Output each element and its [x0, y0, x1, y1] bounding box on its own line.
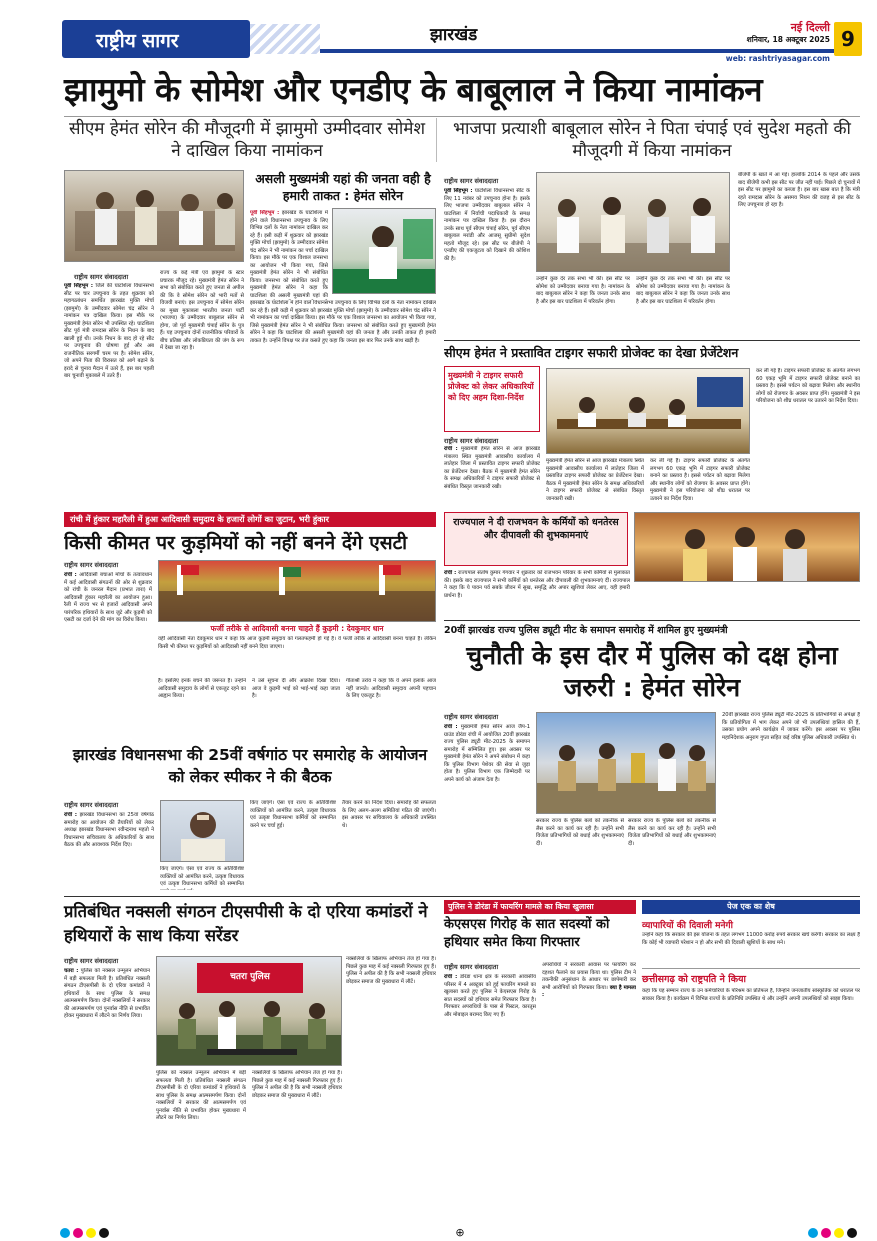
naxal-headline: प्रतिबंधित नक्सली संगठन टीएसपीसी के दो एरिया कमांडरों ने हथियारों के साथ किया सरेंडर	[64, 902, 428, 945]
police-headline: चुनौती के इस दौर में पुलिस को दक्ष होना जरुरी : हेमंत सोरेन	[466, 641, 838, 702]
article-body	[444, 974, 536, 1222]
pagebox-item-heading: छत्तीसगढ़ को राष्ट्रपति ने किया	[642, 974, 746, 985]
dateline: रांची :	[64, 572, 77, 578]
article-body	[64, 283, 154, 508]
article-text: जिले की घाटशिला विधानसभा सीट पर चार उपचुनाव के तहत शुक्रवार को महागठबंधन समर्थित झारखंड मुक्ति मोर्चा (झामुमो) के उम्मीदवार सोमेश चंद्र सोरेन ने नामांकन पत्र दाखिल किया। इस मौके पर मुख्यमंत्री हेमंत सोरेन भी उपस्थित रहे। घाटशिला सीट पूर्व मंत्री रामदास सोरेन के निधन के बाद खाली हुई थी। उनके निधन के बाद हो रहे सीट पर उपचुनाव की घोषणा हुई और अब राजनीतिक सरगर्मी चरम पर है। सोमेश सोरेन, जो अपने पिता की विरासत को आगे बढ़ाने के इरादे से चुनाव मैदान में उतरे हैं, इस बार पहली बार चुनावी मुकाबले में उतरे हैं।	[64, 283, 154, 379]
article-body: कहा कि यह सम्मान राज्य के उन कर्मचारियों के परिश्रम का प्रतिफल है, जिन्होंने जनजातीय सांस्कृतिक को धरातल पर साकार किया है। कार्यक्रम में विभिन्न राज्यों के प्रतिनिधि उपस्थित थे और उन्होंने अपनी उपलब्धियों को साझा किया।	[642, 988, 860, 1002]
police-meet-photo	[536, 712, 716, 814]
article-text: मुख्यमंत्री हेमंत सोरेन आज जैप-1 ग्राउंड डोरंडा रांची में आयोजित 20वीं झारखंड राज्य पुलिस ड्यूटी मीट-2025 के समापन समारोह में सम्मिलित हुए। इस अवसर पर मुख्यमंत्री हेमंत सोरेन ने अपने संबोधन में कहा कि पुलिस विभाग पेशेवर की सेवा से जुड़ा होता है। पुलिस विभाग एक जिम्मेदारी पर अपने कार्य को अंजाम देता है।	[444, 724, 530, 783]
article-text: अपराधियों ने सरकारी आवास पर फायरिंग कर दहशत फैलाने का प्रयास किया था। पुलिस टीम ने तकनीकी अनुसंधान के आधार पर छापेमारी कर सभी आरोपियों को गिरफ्तार किया।	[542, 962, 636, 991]
article-text: आदिवासी बचाओ मोर्चा के तत्वावधान में कई आदिवासी संगठनों की ओर से शुक्रवार को रांची के जनरल मैदान (प्रभात तारा) में आदिवासी हुंकार महारैली का आयोजन हुआ। रैली में राज्य भर से हजारों आदिवासी अपने पारंपरिक हथियारों के साथ जुटे और कुड़मी को एसटी का दर्जा देने की मांग का विरोध किया।	[64, 572, 152, 623]
pagebox-item-heading: व्यापारियों की दिवाली मनेगी	[642, 921, 733, 931]
article-text: मुख्यमंत्री हेमंत सोरेन से आज झारखंड मंत्रालय स्थित मुख्यमंत्री आवासीय कार्यालय में लातेहार जिला में प्रस्तावित टाइगर सफारी प्रोजेक्ट का प्रेजेंटेशन देखा। बैठक में मुख्यमंत्री हेमंत सोरेन के समक्ष अधिकारियों ने टाइगर सफारी प्रोजेक्ट से संबंधित विस्तृत जानकारी रखी।	[444, 446, 540, 490]
article-body: है। इसलिए इनके बचने की जरूरत है। उन्होंने आदिवासी समुदाय के लोगों से एकजुट रहने का आह्वान किया।	[158, 678, 246, 699]
crime-label: क्या है मामला :	[542, 984, 636, 998]
byline: राष्ट्रीय सागर संवाददाता	[444, 177, 499, 185]
assembly-headline: झारखंड विधानसभा की 25वीं वर्षगांठ पर समारोह के आयोजन को लेकर स्पीकर ने की बैठक	[64, 744, 436, 788]
page-one-box-title: पेज एक का शेष	[727, 902, 775, 911]
article-body: बीजेपी के खाते में आ गई। हालांकि 2014 के पहले और उसके बाद बीजेपी कभी इस सीट पर जीत नहीं पाई। पिछले दो चुनावों में इस सीट पर झामुमो का कब्जा है। इस बार खास बात है कि मंत्री रहते रामदास सोरेन के असमय निधन की वजह से इस सीट के लिए उपचुनाव हो रहा है।	[738, 172, 860, 208]
police-kicker: 20वीं झारखंड राज्य पुलिस ड्यूटी मीट के समापन समारोह में शामिल हुए मुख्यमंत्री	[444, 625, 728, 636]
article-body: 20वीं झारखंड राज्य पुलिस ड्यूटी मीट-2025 के प्रतिभागियों से अपेक्षा है कि प्रतियोगिता में भाग लेकर अपने जो भी उपलब्धियां हासिल की हैं, उसका प्रयोग अपने कार्यक्षेत्र में जाकर करेंगे। इस अवसर पर पुलिस महानिदेशक अनुराग गुप्ता सहित कई वरिष्ठ पुलिस अधिकारी उपस्थित थे।	[722, 712, 860, 741]
inset-headline: असली मुख्यमंत्री यहां की जनता वही है हमारी ताकत : हेमंत सोरेन	[255, 171, 431, 203]
photo-caption: फर्जी तरीके से आदिवासी बनना चाहते हैं कुड़मी : देवकुमार धान	[210, 624, 384, 633]
article-body: ने उसे सूचना दी और आक्रोश दिखा दिया। आज वे कुड़मी भाई को भाई-भाई कहा जाता है।	[252, 678, 340, 699]
surrender-photo	[156, 956, 342, 1066]
governor-photo	[634, 512, 860, 582]
article-body: झारखंड के घाटशिला में होने वाले विधानसभा उपचुनाव के लिए विभिन्न दलों के नेता नामांकन दाखिल कर रहे हैं। इसी कड़ी में शुक्रवार को झारखंड मुक्ति मोर्चा (झामुमो) के उम्मीदवार सोमेश चंद्र सोरेन ने भी नामांकन का पर्चा दाखिल किया। इस मौके पर एक विशाल जनसभा का आयोजन भी किया गया, जिसे मुख्यमंत्री हेमंत सोरेन ने भी संबोधित किया। जनसभा को संबोधित करते हुए मुख्यमंत्री हेमंत सोरेन ने कहा कि घाटशिला की असली मुख्यमंत्री यहां की जनता है और उनकी ताकत ही हमारी ताकत है। उन्होंने विपक्ष पर तंज कसते हुए कहा कि जनता इस बार फिर उनके साथ खड़ी है।	[250, 300, 436, 344]
governor-headline: राज्यपाल ने दी राजभवन के कर्मियों को धनतेरस और दीपावली की शुभकामनाएं	[453, 517, 619, 541]
byline: राष्ट्रीय सागर संवाददाता	[64, 957, 119, 965]
dateline: चतरा :	[64, 968, 79, 974]
governor-headline-box	[444, 512, 628, 566]
article-body: कर ली गई है। टाइगर सफारी प्रोजेक्ट के अंतर्गत लगभग 60 एकड़ भूमि में टाइगर सफारी प्रोजेक्ट बनाने का प्रस्ताव है। इससे पर्यटन को बढ़ावा मिलेगा और स्थानीय लोगों को रोजगार के अवसर प्राप्त होंगे। मुख्यमंत्री ने इस परियोजना को शीघ्र धरातल पर उतारने का निर्देश दिया।	[650, 458, 750, 502]
divider	[642, 968, 860, 969]
page-number: 9	[834, 22, 862, 56]
date-label: शनिवार, 18 अक्टूबर 2025	[746, 35, 830, 44]
article-text: घाटशिला विधानसभा सीट के लिए 11 नवंबर को उपचुनाव होना है। इसके लिए भाजपा उम्मीदवार बाबूलाल सोरेन ने घाटशिला में निर्वाची पदाधिकारी के समक्ष नामांकन पत्र दाखिल किया है। इस दौरान उनके साथ पूर्व सीएम चंपाई सोरेन, पूर्व सीएम बाबूलाल मरांडी और आजसू सुप्रीमो सुदेश महतो मौजूद रहे। इस सीट पर बीजेपी ने एनडीए की एकजुटता को दिखाने की कोशिश की है।	[444, 188, 530, 262]
speaker-portrait	[160, 800, 244, 862]
article-body: राज्य के कई मंत्री एवं झामुमो के स्टार प्रचारक मौजूद रहे। मुख्यमंत्री हेमंत सोरेन ने सभा को संबोधित करते हुए जनता से अपील की कि वे सोमेश सोरेन को भारी मतों से विजयी बनाएं। इस उपचुनाव में सोमेश सोरेन का मुख्य मुकाबला भारतीय जनता पार्टी (भाजपा) के उम्मीदवार बाबूलाल सोरेन से होगा, जो पूर्व मुख्यमंत्री चंपाई सोरेन के पुत्र हैं। यह उपचुनाव दोनों राजनीतिक परिवारों के बीच प्रतिष्ठा और लोकप्रियता की जंग के रूप में देखा जा रहा है।	[160, 270, 244, 351]
article-body	[64, 968, 150, 1222]
page-one-box-header	[642, 900, 860, 914]
crosshair-icon: ⊕	[455, 1225, 465, 1239]
masthead-left	[62, 20, 250, 58]
article-body: सरकार राज्य के पुलिस बलों को तकनीक से लैस करने का कार्य कर रही है। उन्होंने सभी विजेता प्रतिभागियों को बधाई और शुभकामनाएं दीं।	[536, 818, 624, 847]
article-text: झारखंड विधानसभा का 25वां वर्षगांठ समारोह का आयोजन की तैयारियों को लेकर अध्यक्ष झारखंड विधानसभा रवीन्द्रनाथ महतो ने विधानसभा सचिवालय के अधिकारियों के साथ बैठक की और आवश्यक निर्देश दिए।	[64, 812, 154, 848]
city-label: नई दिल्ली	[790, 21, 830, 34]
byline: राष्ट्रीय सागर संवाददाता	[74, 273, 129, 281]
tiger-subhead	[444, 366, 540, 432]
kss-headline: केएसएस गिरोह के सात सदस्यों को हथियार समेत किया गिरफ्तार	[444, 917, 610, 950]
byline: राष्ट्रीय सागर संवाददाता	[64, 561, 119, 569]
article-text: झारखंड के घाटशिला में होने वाले विधानसभा उपचुनाव के लिए विभिन्न दलों के नेता नामांकन दाखिल कर रहे हैं। इसी कड़ी में शुक्रवार को झारखंड मुक्ति मोर्चा (झामुमो) के उम्मीदवार सोमेश चंद्र सोरेन ने भी नामांकन का पर्चा दाखिल किया। इस मौके पर एक विशाल जनसभा का आयोजन भी किया गया, जिसे मुख्यमंत्री हेमंत सोरेन ने भी संबोधित किया। जनसभा को संबोधित करते हुए मुख्यमंत्री हेमंत सोरेन ने कहा कि घाटशिला की असली मुख्यमंत्री यहां की	[250, 210, 328, 299]
article-body: नक्सलियों के खिलाफ अभियान तेज हो गया है। पिछले कुछ माह में कई नक्सली गिरफ्तार हुए हैं। पुलिस ने अपील की है कि सभी नक्सली हथियार छोड़कर समाज की मुख्यधारा में लौटें।	[346, 956, 436, 985]
brand-name: राष्ट्रीय सागर	[96, 30, 179, 52]
byline: राष्ट्रीय सागर संवाददाता	[64, 801, 119, 809]
color-bar-right	[808, 1223, 860, 1241]
article-body: वहीं आदिवासी नेता देवकुमार धान ने कहा कि आज कुड़मी समुदाय को गलतफहमी हो गई है। वे फर्जी तरीके से आदिवासी बनना चाहते हैं। लेकिन किसी भी कीमत पर कुड़मियों को आदिवासी नहीं बनने दिया जाएगा।	[158, 636, 436, 650]
section-title: झारखंड	[430, 25, 478, 45]
divider	[436, 118, 437, 162]
article-body: पुलिस को नक्सल उन्मूलन अभियान में बड़ी सफलता मिली है। प्रतिबंधित नक्सली संगठन टीएसपीसी के दो एरिया कमांडरों ने हथियारों के साथ पुलिस के समक्ष आत्मसमर्पण किया। दोनों नक्सलियों ने सरकार की आत्मसमर्पण एवं पुनर्वास नीति से प्रभावित होकर मुख्यधारा में लौटने का निर्णय लिया।	[156, 1070, 246, 1121]
dateline: पूर्वी सिंहभूम :	[250, 210, 280, 216]
poster-text: चतरा पुलिस	[230, 972, 270, 982]
footer-registration-marks	[60, 1226, 860, 1238]
web-label: web: rashtriyasagar.com	[725, 54, 830, 63]
tiger-headline: सीएम हेमंत ने प्रस्तावित टाइगर सफारी प्रोजेक्ट का देखा प्रेजेंटेशन	[444, 345, 739, 360]
article-body: नक्सलियों के खिलाफ अभियान तेज हो गया है। पिछले कुछ माह में कई नक्सली गिरफ्तार हुए हैं। पुलिस ने अपील की है कि सभी नक्सली हथियार छोड़कर समाज की मुख्यधारा में लौटें।	[252, 1070, 342, 1099]
lead-left-subhead: सीएम हेमंत सोरेन की मौजूदगी में झामुमो उम्मीदवार सोमेश ने दाखिल किया नामांकन	[68, 119, 426, 161]
dateline: रांची :	[64, 812, 77, 818]
dateline: पूर्वी सिंहभूम :	[64, 283, 93, 289]
kss-kicker: पुलिस ने डोरंडा में फायरिंग मामले का किया खुलासा	[444, 900, 636, 914]
lead-right-subhead: भाजपा प्रत्याशी बाबूलाल सोरेन ने पिता चंपाई एवं सुदेश महतो की मौजूदगी में किया नामांकन	[453, 119, 851, 161]
dateline: रांची :	[444, 974, 458, 980]
article-text: पुलिस को नक्सल उन्मूलन अभियान में बड़ी सफलता मिली है। प्रतिबंधित नक्सली संगठन टीएसपीसी के दो एरिया कमांडरों ने हथियारों के साथ पुलिस के समक्ष आत्मसमर्पण किया। दोनों नक्सलियों ने सरकार की आत्मसमर्पण एवं पुनर्वास नीति से प्रभावित होकर मुख्यधारा में लौटने का निर्णय लिया।	[64, 968, 150, 1019]
article-body: उन्होंने कुछ देर तक सभा भी की। इस सीट पर सोमेश को उम्मीदवार बनाया गया है। नामांकन के बाद बाबूलाल सोरेन ने कहा कि जनता उनके साथ है और इस बार घाटशिला में परिवर्तन होगा।	[536, 276, 630, 305]
article-body: उन्होंने कुछ देर तक सभा भी की। इस सीट पर सोमेश को उम्मीदवार बनाया गया है। नामांकन के बाद बाबूलाल सोरेन ने कहा कि जनता उनके साथ है और इस बार घाटशिला में परिवर्तन होगा।	[636, 276, 730, 305]
article-body: कर ली गई है। टाइगर सफारी प्रोजेक्ट के अंतर्गत लगभग 60 एकड़ भूमि में टाइगर सफारी प्रोजेक्ट बनाने का प्रस्ताव है। इससे पर्यटन को बढ़ावा मिलेगा और स्थानीय लोगों को रोजगार के अवसर प्राप्त होंगे। मुख्यमंत्री ने इस परियोजना को शीघ्र धरातल पर उतारने का निर्देश दिया।	[756, 368, 860, 404]
rally-photo	[158, 560, 436, 622]
article-body	[64, 572, 152, 770]
color-bar-left	[60, 1223, 112, 1241]
nomination-photo-right	[536, 172, 730, 272]
article-body: गीताश्री उरांव ने कहा कि ये अपने इलाके आज नहीं जानते। आदिवासी समुदाय अपनी पहचान के लिए एकजुट है।	[346, 678, 436, 699]
byline: राष्ट्रीय सागर संवाददाता	[444, 437, 499, 445]
tiger-subhead-text: मुख्यमंत्री ने टाइगर सफारी प्रोजेक्ट को लेकर अधिकारियों को दिए अहम दिशा-निर्देश	[448, 371, 534, 402]
masthead-rule	[320, 49, 840, 53]
article-body	[250, 210, 328, 300]
divider	[64, 116, 860, 117]
article-body: किए जाएंगे। ऐसा एवं राज्य के अतिविशिष्ट व्यक्तियों को आमंत्रित करने, उत्कृष्ट विधायक एवं उत्कृष्ट विधानसभा कर्मियों को सम्मानित	[160, 866, 244, 887]
article-body: उन्होंने कहा कि सरकार की इस योजना के तहत लगभग 11000 करोड़ रुपये सरकार खर्च करेगी। सरकार का लक्ष्य है कि कोई भी व्यापारी परेशान न हो और सभी की दिवाली खुशियों के साथ मने।	[642, 932, 860, 946]
divider	[64, 896, 860, 897]
article-body: सरकार राज्य के पुलिस बलों को तकनीक से लैस करने का कार्य कर रही है। उन्होंने सभी विजेता प्रतिभागियों को बधाई और शुभकामनाएं दीं।	[628, 818, 716, 847]
article-body	[444, 446, 540, 508]
article-body: मुख्यमंत्री हेमंत सोरेन से आज झारखंड मंत्रालय स्थित मुख्यमंत्री आवासीय कार्यालय में लातेहार जिला में प्रस्तावित टाइगर सफारी प्रोजेक्ट का प्रेजेंटेशन देखा। बैठक में मुख्यमंत्री हेमंत सोरेन के समक्ष अधिकारियों ने टाइगर सफारी प्रोजेक्ट से संबंधित विस्तृत जानकारी रखी।	[546, 458, 644, 502]
masthead-pattern	[250, 24, 320, 54]
article-body	[64, 812, 154, 890]
tiger-meeting-photo	[546, 368, 750, 454]
article-text: डोरंडा थाना क्षेत्र के सरकारी आवासीय परिसर में 4 अक्टूबर को हुई फायरिंग मामले का खुलासा करते हुए पुलिस ने केएसएस गिरोह के सात सदस्यों को हथियार समेत गिरफ्तार किया है। गिरफ्तार अपराधियों के पास से पिस्टल, कारतूस और मोबाइल बरामद किए गए हैं।	[444, 974, 536, 1018]
cm-speech-photo	[332, 208, 436, 294]
lead-headline: झामुमो के सोमेश और एनडीए के बाबूलाल ने किया नामांकन	[64, 70, 763, 109]
article-text: राज्यपाल संतोष कुमार गंगवार ने शुक्रवार को राजभवन परिवार के सभी कर्मियों से मुलाकात की। इसके बाद राज्यपाल ने सभी कर्मियों को धनतेरस और दीपावली की शुभकामनाएं दीं। राज्यपाल ने कहा कि ये पावन पर्व सबके जीवन में सुख, समृद्धि और अपार खुशियां लेकर आए, यही हमारी प्रार्थना है।	[444, 570, 630, 599]
dateline: रांची :	[444, 724, 458, 730]
nomination-photo-left	[64, 170, 244, 262]
article-body	[444, 724, 530, 888]
article-body	[542, 962, 636, 1222]
article-body	[444, 188, 530, 338]
dateline: रांची :	[444, 570, 457, 576]
dateline: पूर्वी सिंहभूम :	[444, 188, 473, 194]
article-body	[444, 570, 630, 616]
byline: राष्ट्रीय सागर संवाददाता	[444, 963, 499, 971]
byline: राष्ट्रीय सागर संवाददाता	[444, 713, 499, 721]
kudmi-headline: किसी कीमत पर कुड़मियों को नहीं बनने देंगे एसटी	[64, 532, 408, 554]
divider	[444, 340, 860, 341]
article-body: तैयार करने का निर्देश दिया। समारोह की सफलता के लिए अलग-अलग समितियां गठित की जाएंगी। इस अवसर पर सचिवालय के अधिकारी उपस्थित थे।	[342, 800, 436, 829]
kudmi-kicker: रांची में हुंकार महारैली में हुआ आदिवासी समुदाय के हजारों लोगों का जुटान, भरी हुंकार	[64, 512, 436, 527]
dateline: रांची :	[444, 446, 458, 452]
divider	[444, 620, 860, 621]
article-body: किए जाएंगे। ऐसा एवं राज्य के अतिविशिष्ट व्यक्तियों को आमंत्रित करने, उत्कृष्ट विधायक एवं उत्कृष्ट विधानसभा कर्मियों को सम्मानित करने पर चर्चा हुई।	[250, 800, 336, 829]
